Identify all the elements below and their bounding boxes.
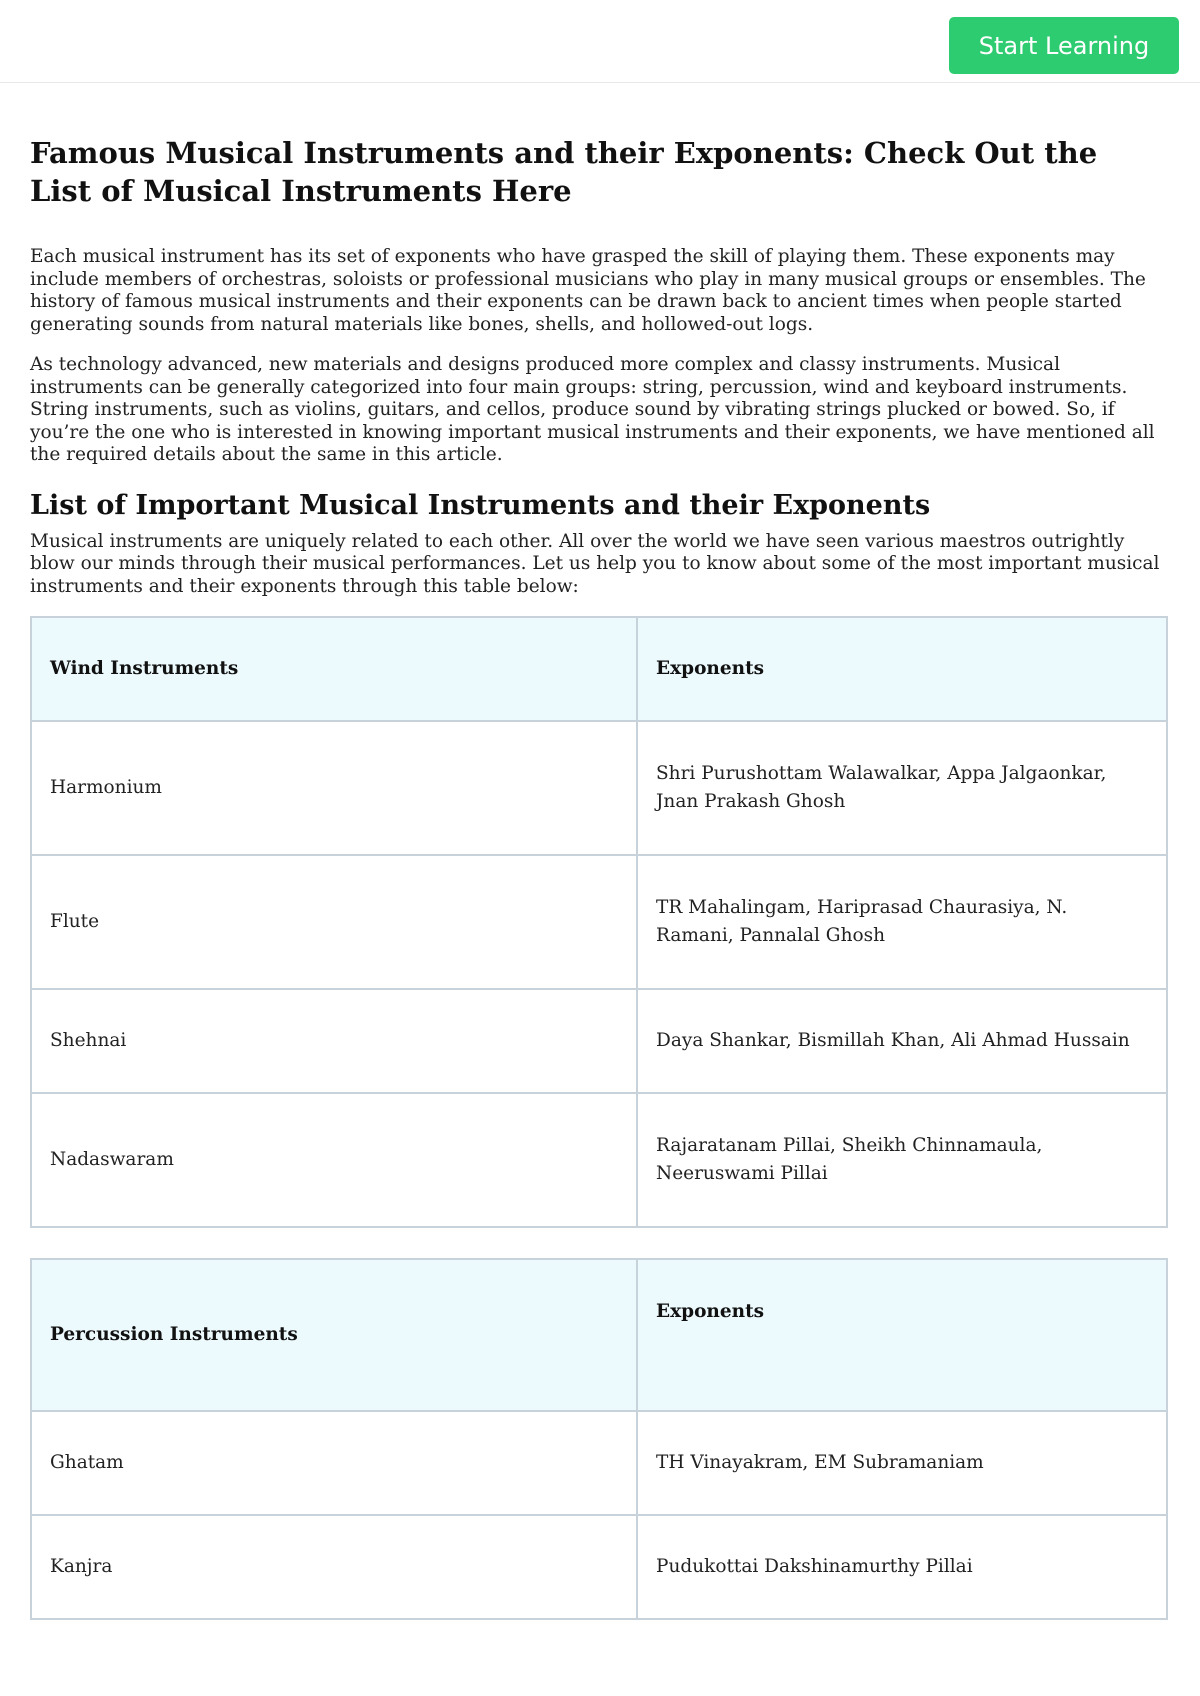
table-row [31, 989, 1167, 1093]
instrument-cell: Shehnai [31, 989, 637, 1093]
article-content [30, 134, 1168, 1620]
exponents-cell: TR Mahalingam, Hariprasad Chaurasiya, N. Ramani, Pannalal Ghosh [637, 855, 1167, 989]
instrument-cell: Ghatam [31, 1411, 637, 1515]
exponents-cell: Shri Purushottam Walawalkar, Appa Jalgaonkar, Jnan Prakash Ghosh [637, 721, 1167, 855]
exponents-cell: Daya Shankar, Bismillah Khan, Ali Ahmad Hussain [637, 989, 1167, 1093]
wind-instruments-table [30, 616, 1168, 1228]
article-title: Famous Musical Instruments and their Exponents: Check Out the List of Musical Instruments Here [30, 136, 1098, 208]
instrument-cell: Nadaswaram [31, 1093, 637, 1227]
section-heading: List of Important Musical Instruments and their Exponents [30, 489, 931, 521]
instrument-cell: Kanjra [31, 1515, 637, 1619]
percussion-instruments-table [30, 1258, 1168, 1620]
table-row [31, 1093, 1167, 1227]
exponents-cell: Pudukottai Dakshinamurthy Pillai [637, 1515, 1167, 1619]
instrument-cell: Flute [31, 855, 637, 989]
instrument-cell: Harmonium [31, 721, 637, 855]
table-row [31, 1411, 1167, 1515]
column-header-exponents: Exponents [637, 1259, 1167, 1411]
column-header-instrument: Wind Instruments [31, 617, 637, 721]
table-header-row [31, 1259, 1167, 1411]
section-paragraph: Musical instruments are uniquely related to each other. All over the world we have seen various maestros outrightly blow our minds through their musical performances. Let us help you to know about some of the most important musical instruments and their exponents through this table below: [30, 530, 1160, 597]
table-row [31, 1515, 1167, 1619]
start-learning-button[interactable]: Start Learning [949, 17, 1179, 74]
column-header-instrument: Percussion Instruments [31, 1259, 637, 1411]
exponents-cell: Rajaratanam Pillai, Sheikh Chinnamaula, Neeruswami Pillai [637, 1093, 1167, 1227]
intro-paragraph-1: Each musical instrument has its set of exponents who have grasped the skill of playing them. These exponents may include members of orchestras, soloists or professional musicians who play in many musical groups or ensembles. The history of famous musical instruments and their exponents can be drawn back to ancient times when people started generating sounds from natural materials like bones, shells, and hollowed-out logs. [30, 246, 1146, 335]
exponents-cell: TH Vinayakram, EM Subramaniam [637, 1411, 1167, 1515]
intro-paragraph-2: As technology advanced, new materials and designs produced more complex and classy instruments. Musical instruments can be generally categorized into four main groups: string, percussion, wind and keyboard instruments. String instruments, such as violins, guitars, and cellos, produce sound by vibrating strings plucked or bowed. So, if you’re the one who is interested in knowing important musical instruments and their exponents, we have mentioned all the required details about the same in this article. [30, 354, 1155, 465]
column-header-exponents: Exponents [637, 617, 1167, 721]
table-header-row [31, 617, 1167, 721]
table-row [31, 721, 1167, 855]
top-bar [0, 0, 1200, 83]
table-row [31, 855, 1167, 989]
